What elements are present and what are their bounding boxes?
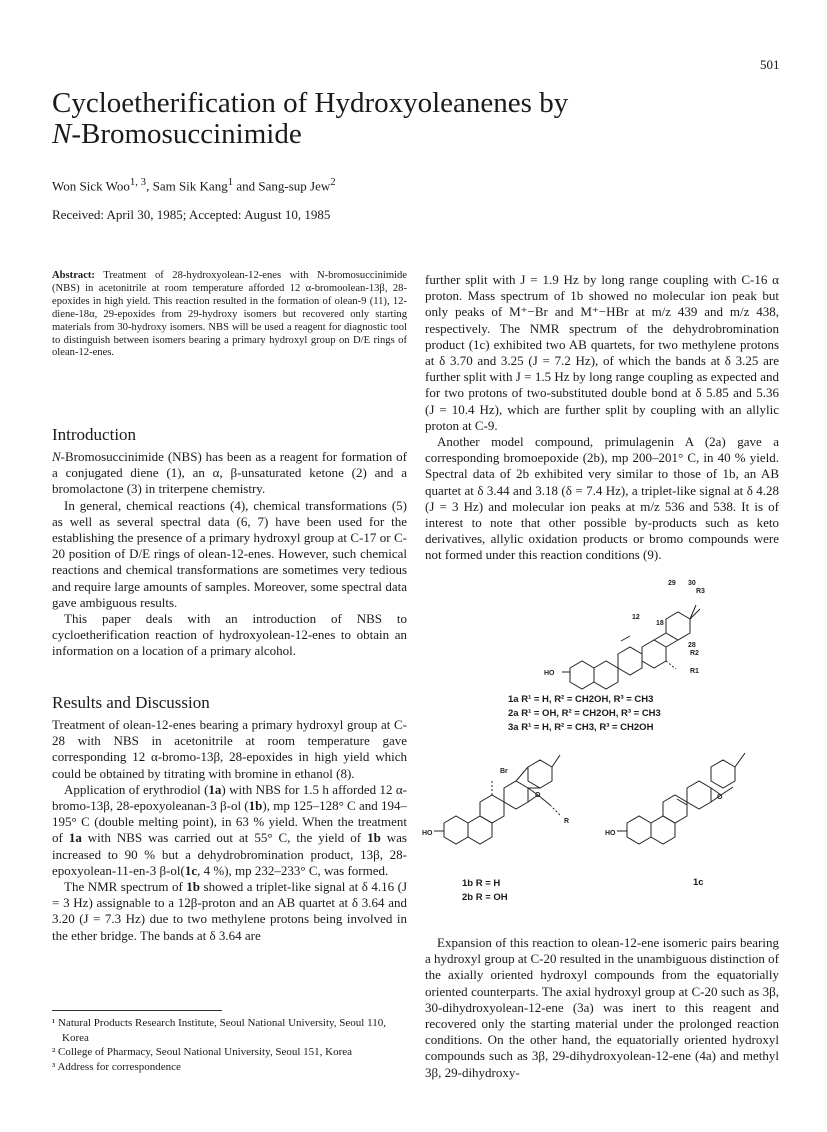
label-r1: R1 — [690, 668, 699, 675]
structure-1b — [420, 745, 605, 870]
label-br: Br — [500, 768, 508, 775]
label-o: O — [717, 794, 723, 801]
footnote: ¹ Natural Products Research Institute, Seoul National University, Seoul 110, Korea — [52, 1017, 386, 1044]
label-c28: 28 — [688, 642, 696, 649]
results-text: Treatment of olean-12-enes bearing a primary hydroxyl group at C-28 with NBS in acetonitrile at room temperature gave corresponding 12 α-bromo-13β, 28-epoxides in high yield which could be obtained by titrating with bromine in ethanol (8). Application of erythrodiol (1a) with NBS for 1.5 h afforded 12 α-bromo-13β, 28-epoxyoleanan-3 β-ol (1b), mp 125–128° C and 194–195° C (double melting point), in 63 % yield. When the treatment of 1a with NBS was carried out at 55° C, the yield of 1b was increased to 90 % but a dehydrobromination product, 13β, 28-epoxyolean-11-en-3 β-ol(1c, 4 %), mp 232–233° C, was formed. The NMR spectrum of 1b showed a triplet-like signal at δ 4.16 (J = 3 Hz) assignable to a 12β-proton and an AB quartet at δ 3.64 and 3.20 (J = 7.3 Hz) due to two methylene protons being involved in the ether bridge. The bands at δ 3.64 are — [52, 717, 407, 943]
legend-row: 1a R¹ = H, R² = CH2OH, R³ = CH3 — [508, 694, 654, 705]
label-c29: 29 — [668, 580, 676, 587]
introduction-text: N-Bromosuccinimide (NBS) has been as a reagent for formation of a conjugated diene (1), an α, β-unsaturated ketone (2) and a bromolactone (3) in triterpene chemistry. In general, chemical reactions (4), chemical transformations (5) as well as several spectral data (6, 7) have been used for the establishing the presence of a primary hydroxyl group at C-17 or C-20 position of D/E rings of olean-12-enes. However, such chemical reactions and chemical transformations are sometimes very tedious and require large amounts of samples. Moreover, some spectral data gave ambiguous results. This paper deals with an introduction of NBS to cycloetherification reaction of hydroxyolean-12-enes to obtain an information on a location of a primary alcohol. — [52, 449, 407, 659]
label-c18: 18 — [656, 620, 664, 627]
structure-oleanane — [544, 573, 720, 703]
label-ho: HO — [544, 670, 555, 677]
legend-row: 2a R¹ = OH, R² = CH2OH, R³ = CH3 — [508, 708, 661, 719]
structure-1c — [605, 745, 775, 870]
legend-row: 3a R¹ = H, R² = CH3, R³ = CH2OH — [508, 722, 654, 733]
paper-title: Cycloetherification of Hydroxyoleanenes by N-Bromosuccinimide — [52, 87, 569, 150]
caption-1b-2b: 1b R = H 2b R = OH — [462, 878, 508, 903]
label-c12: 12 — [632, 614, 640, 621]
footnotes — [52, 1016, 407, 1074]
compound-legend — [508, 693, 661, 735]
author-list: Won Sick Woo$^{1, 3}$, Sam Sik Kang$^1$ and Sang-sup Jew$^2$ — [52, 176, 336, 194]
label-r3: R3 — [696, 588, 705, 595]
footnote: ³ Address for correspondence — [52, 1060, 181, 1073]
page-number: 501 — [760, 57, 780, 72]
label-r: R — [564, 818, 570, 825]
section-heading-results: Results and Discussion — [52, 693, 210, 712]
caption-1c: 1c — [693, 877, 704, 888]
label-c30: 30 — [688, 580, 696, 587]
abstract: Abstract: Treatment of 28-hydroxyolean-12-enes with N-bromosuccinimide (NBS) in acetonitrile at room temperature afforded 12 α-bromoolean-13β, 28-epoxides in high yield. This reaction resulted in the formation of olean-9 (11), 12-diene-18α, 29-epoxides from 29-hydroxy isomers but recovered only starting materials from 30-hydroxy isomers. NBS will be used a reagent for diagnostic tool to distinguish between isomers bearing a primary hydroxyl group on D/E rings of olean-12-enes. — [52, 270, 407, 359]
label-o: O — [535, 792, 541, 799]
right-column-text-bottom: Expansion of this reaction to olean-12-ene isomeric pairs bearing a hydroxyl group at C-20 resulted in the unambiguous distinction of the axially oriented hydroxyl compounds from the equatorially oriented counterparts. The axial hydroxyl group at C-20 such as 3β, 30-dihydroxyolean-12-ene (3a) was inert to this reagent and recovered only the starting material under the prolonged reaction conditions. On the other hand, the equatorially oriented hydroxyl compounds such as 3β, 29-dihydroxyolean-12-ene (4a) and methyl 3β, 29-dihydroxy- — [425, 935, 779, 1080]
footnote: ² College of Pharmacy, Seoul National University, Seoul 151, Korea — [52, 1046, 353, 1058]
label-ho: HO — [605, 830, 616, 837]
received-dates: Received: April 30, 1985; Accepted: August 10, 1985 — [52, 207, 331, 222]
section-heading-introduction: Introduction — [52, 425, 137, 444]
label-r2: R2 — [690, 650, 699, 657]
footnote-rule — [52, 1010, 222, 1011]
label-ho: HO — [422, 830, 433, 837]
right-column-text-top: further split with J = 1.9 Hz by long range coupling with C-16 α proton. Mass spectrum of 1b showed no molecular ion peak but only peaks of M⁺−Br and M⁺−HBr at m/z 439 and m/z 438, respectively. The NMR spectrum of the dehydrobromination product (1c) exhibited two AB quartets, for two methylene protons at δ 3.70 and 3.25 (J = 7.2 Hz), of which the bands at δ 3.25 are further split with J = 1.5 Hz by long range coupling as expected and for two protons of two-substituted double bond at δ 5.85 and 5.36 (J = 10.4 Hz), which are further split by coupling with an allylic proton at C-9. Another model compound, primulagenin A (2a) gave a corresponding bromoepoxide (2b), mp 200–201° C, in 40 % yield. Spectral data of 2b exhibited very similar to those of 1b, an AB quartet at δ 3.44 and 3.18 (δ = 7.4 Hz), a triplet-like signal at δ 4.28 (J = 3 Hz) and molecular ion peaks at m/z 536 and 538. It is of interest to note that other possible by-products such as keto derivatives, allylic oxidation products or bromo compounds were not formed under this reaction conditions (9). — [425, 272, 779, 563]
